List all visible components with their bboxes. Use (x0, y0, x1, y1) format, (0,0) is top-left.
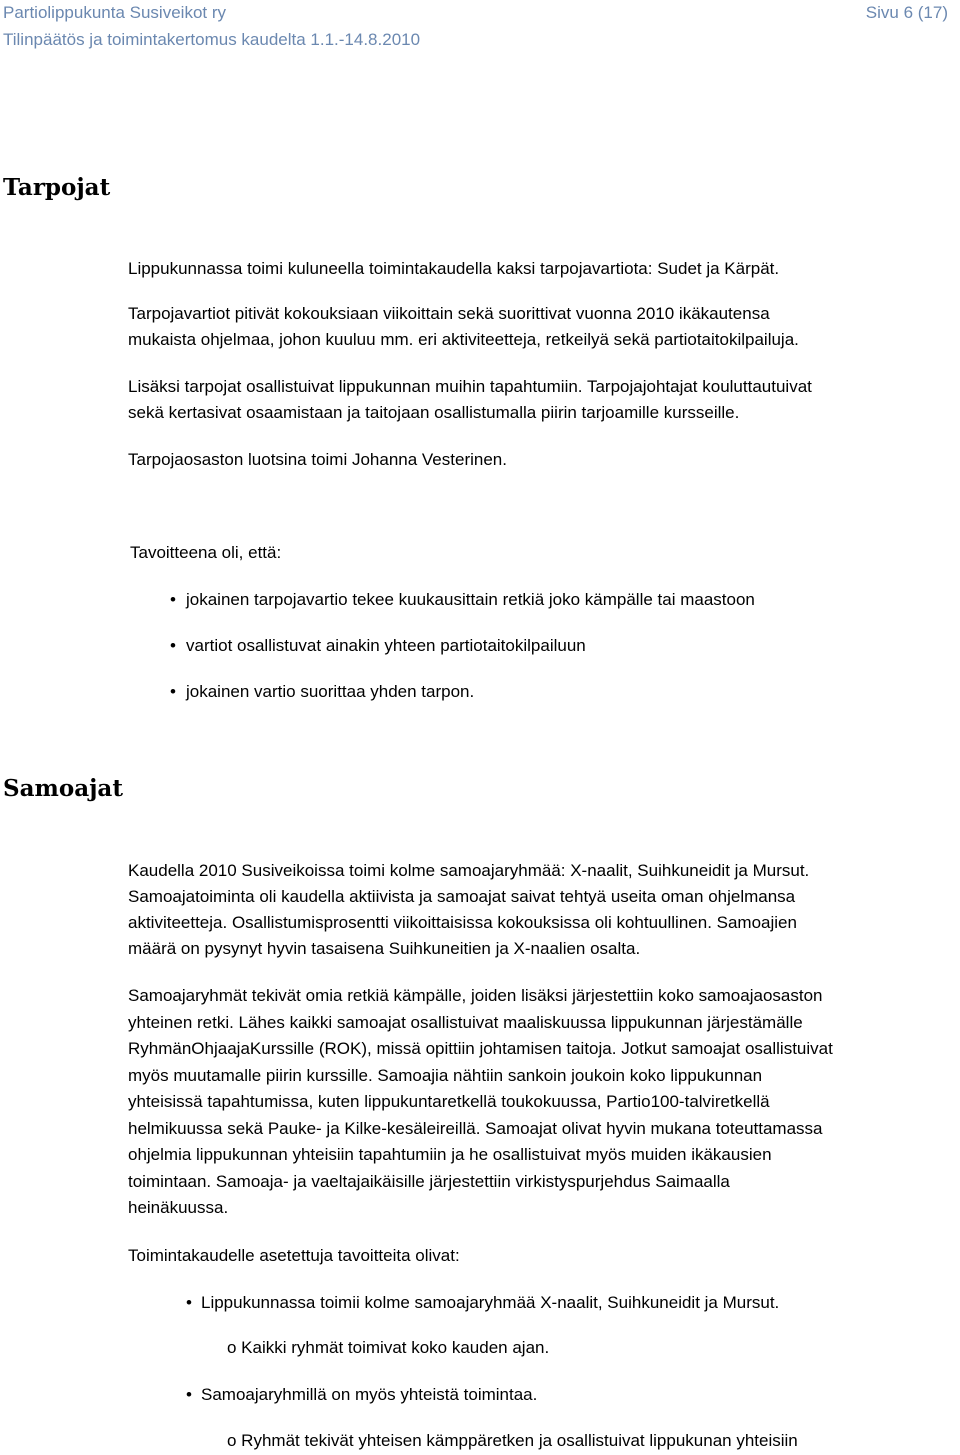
bullet-icon: • (170, 682, 176, 701)
section-heading-tarpojat: Tarpojat (3, 174, 111, 201)
paragraph-line: määrä on pysynyt hyvin tasaisena Suihkuneitien ja X-naalien osalta. (128, 939, 641, 958)
paragraph-line: myös muutamalle piirin kurssille. Samoajia nähtiin sankoin joukoin koko lippukunnan (128, 1066, 763, 1085)
paragraph-line: ohjelmia lippukunnan yhteisiin tapahtumiin ja he osallistuivat myös muiden ikäkausien (128, 1145, 772, 1164)
bullet-icon: • (170, 590, 176, 609)
list-item: vartiot osallistuvat ainakin yhteen partiotaitokilpailuun (186, 636, 586, 655)
page-number: Sivu 6 (17) (865, 3, 948, 22)
paragraph-line: Samoajatoiminta oli kaudella aktiivista ja samoajat saivat tehtyä useita oman ohjelmansa (128, 887, 796, 906)
paragraph-line: Samoajaryhmät tekivät omia retkiä kämpälle, joiden lisäksi järjestettiin koko samoajaosaston (128, 986, 823, 1005)
goals-intro: Tavoitteena oli, että: (130, 543, 282, 562)
section-heading-samoajat: Samoajat (3, 775, 123, 802)
paragraph-line: aktiviteetteja. Osallistumisprosentti viikoittaisissa kokouksissa oli kohtuullinen. Samoajien (128, 913, 797, 932)
list-item: Lippukunnassa toimii kolme samoajaryhmää X-naalit, Suihkuneidit ja Mursut. (201, 1293, 780, 1312)
sub-list-item: o Ryhmät tekivät yhteisen kämppäretken ja osallistuivat lippukunan yhteisiin (227, 1431, 798, 1450)
paragraph-line: Tarpojaosaston luotsina toimi Johanna Vesterinen. (128, 450, 507, 469)
goals-intro: Toimintakaudelle asetettuja tavoitteita olivat: (128, 1246, 460, 1265)
paragraph-line: Lippukunnassa toimi kuluneella toimintakaudella kaksi tarpojavartiota: Sudet ja Kärpät. (128, 259, 780, 278)
paragraph-line: mukaista ohjelmaa, johon kuuluu mm. eri aktiviteetteja, retkeilyä sekä partiotaitokilpailuja. (128, 330, 799, 349)
paragraph-line: Lisäksi tarpojat osallistuivat lippukunnan muihin tapahtumiin. Tarpojajohtajat kouluttautuivat (128, 377, 812, 396)
header-org: Partiolippukunta Susiveikot ry (3, 3, 227, 22)
paragraph-line: sekä kertasivat osaamistaan ja taitojaan osallistumalla piirin tarjoamille kursseille. (128, 403, 740, 422)
paragraph-line: Kaudella 2010 Susiveikoissa toimi kolme samoajaryhmää: X-naalit, Suihkuneidit ja Mursut. (128, 861, 810, 880)
bullet-icon: • (170, 636, 176, 655)
paragraph-line: yhteisissä tapahtumissa, kuten lippukuntaretkellä toukokuussa, Partio100-talviretkellä (128, 1092, 770, 1111)
paragraph-line: toimintaan. Samoaja- ja vaeltajaikäisille järjestettiin virkistyspurjehdus Saimaalla (128, 1172, 730, 1191)
list-item: jokainen tarpojavartio tekee kuukausittain retkiä joko kämpälle tai maastoon (186, 590, 755, 609)
paragraph-line: Tarpojavartiot pitivät kokouksiaan viikoittain sekä suorittivat vuonna 2010 ikäkautensa (128, 304, 770, 323)
paragraph-line: RyhmänOhjaajaKurssille (ROK), missä opittiin johtamisen taitoja. Jotkut samoajat osallistuivat (128, 1039, 833, 1058)
paragraph-line: yhteinen retki. Lähes kaikki samoajat osallistuivat maaliskuussa lippukunnan järjestämälle (128, 1013, 803, 1032)
paragraph-line: helmikuussa sekä Pauke- ja Kilke-kesäleireillä. Samoajat olivat hyvin mukana toteuttamassa (128, 1119, 823, 1138)
sub-list-item: o Kaikki ryhmät toimivat koko kauden ajan. (227, 1338, 550, 1357)
bullet-icon: • (186, 1385, 192, 1404)
paragraph-line: heinäkuussa. (128, 1198, 229, 1217)
header-subtitle: Tilinpäätös ja toimintakertomus kaudelta 1.1.-14.8.2010 (3, 30, 421, 49)
bullet-icon: • (186, 1293, 192, 1312)
list-item: Samoajaryhmillä on myös yhteistä toimintaa. (201, 1385, 538, 1404)
list-item: jokainen vartio suorittaa yhden tarpon. (186, 682, 475, 701)
